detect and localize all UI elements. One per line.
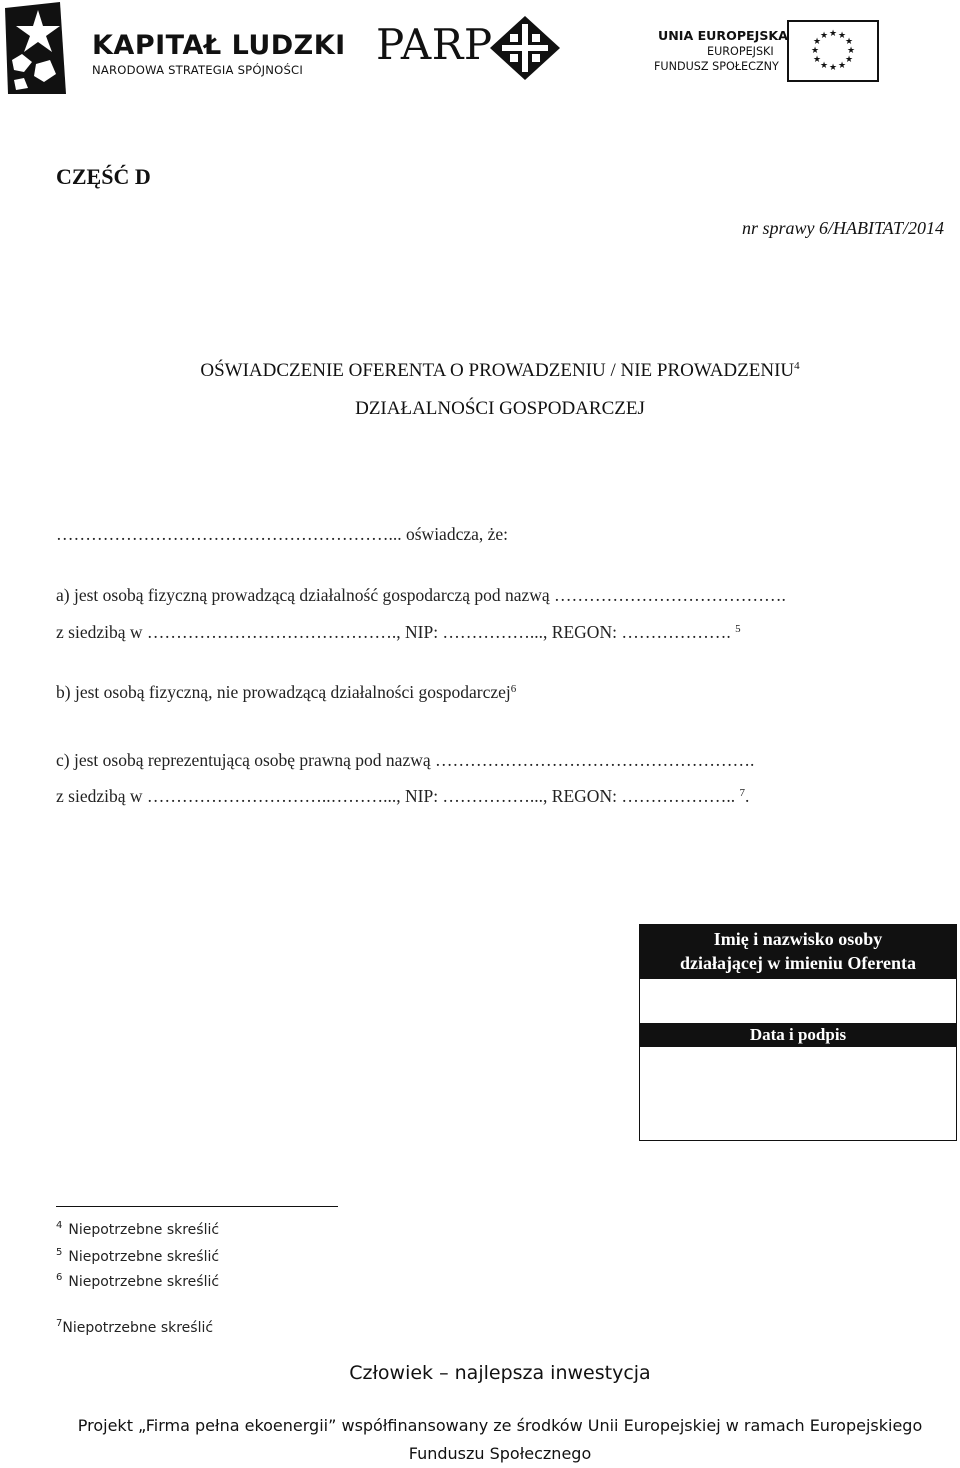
- footer-slogan: Człowiek – najlepsza inwestycja: [349, 1362, 651, 1384]
- svg-text:★: ★: [837, 31, 847, 41]
- signature-field[interactable]: [640, 1047, 956, 1139]
- footnote-mark: 6: [56, 1272, 63, 1283]
- footnote-mark: 7: [56, 1318, 63, 1329]
- option-a-line1: a) jest osobą fizyczną prowadzącą działalność gospodarczą pod nazwą ………………………………….: [56, 585, 786, 605]
- footnote-mark: 5: [56, 1247, 63, 1258]
- footnote-text: Niepotrzebne skreślić: [68, 1249, 220, 1265]
- footnote-5: [56, 1247, 219, 1265]
- footnote-text: Niepotrzebne skreślić: [68, 1222, 220, 1238]
- parp-diamond-logo: [488, 14, 562, 82]
- option-c-line1: c) jest osobą reprezentującą osobę prawną pod nazwą ……………………………………………….: [56, 750, 755, 770]
- svg-text:★: ★: [828, 63, 838, 73]
- option-b-line: [56, 682, 516, 703]
- footnote-6: [56, 1272, 219, 1290]
- svg-text:★: ★: [828, 29, 838, 39]
- project-line2: Funduszu Społecznego: [408, 1444, 592, 1463]
- svg-text:★: ★: [844, 37, 854, 47]
- svg-text:★: ★: [810, 46, 820, 56]
- eu-flag-icon: [787, 20, 879, 82]
- option-a-line2: [56, 622, 741, 643]
- svg-text:★: ★: [819, 61, 829, 71]
- svg-text:★: ★: [819, 31, 829, 41]
- declaration-title-line2: DZIAŁALNOŚCI GOSPODARCZEJ: [355, 398, 645, 419]
- project-line1: Projekt „Firma pełna ekoenergii” współfinansowany ze środków Unii Europejskiej w ramach Europejskiego: [77, 1416, 923, 1435]
- footnote-ref-4: 4: [794, 360, 800, 372]
- signature-box: [639, 924, 957, 1141]
- ue-line2: EUROPEJSKI: [707, 45, 774, 58]
- kapital-ludzki-title: KAPITAŁ LUDZKI: [92, 30, 346, 61]
- part-title: CZĘŚĆ D: [56, 164, 151, 189]
- option-b-text: b) jest osobą fizyczną, nie prowadzącą działalności gospodarczej: [56, 682, 511, 702]
- footnote-text: Niepotrzebne skreślić: [62, 1320, 214, 1336]
- case-number: nr sprawy 6/HABITAT/2014: [741, 218, 944, 238]
- declaration-title-line1: OŚWIADCZENIE OFERENTA O PROWADZENIU / NIE PROWADZENIU: [200, 360, 795, 381]
- footnote-4: [56, 1220, 219, 1238]
- footnote-text: Niepotrzebne skreślić: [68, 1274, 220, 1290]
- date-signature-header: Data i podpis: [640, 1023, 956, 1047]
- name-field[interactable]: [640, 979, 956, 1023]
- svg-text:★: ★: [812, 37, 822, 47]
- intro-line: …………………………………………………... oświadcza, że:: [56, 524, 509, 544]
- footer-project-info: [0, 1412, 960, 1468]
- footnote-7: [56, 1318, 213, 1336]
- svg-text:★: ★: [846, 46, 856, 56]
- name-label-line2: działającej w imieniu Oferenta: [679, 953, 917, 973]
- declaration-title: [0, 347, 960, 428]
- ue-line3: FUNDUSZ SPOŁECZNY: [654, 60, 779, 73]
- option-a-line2-text: z siedzibą w ……………………………………., NIP: ……………..., REGON: ……………….: [56, 622, 736, 642]
- kapital-ludzki-subtitle: NARODOWA STRATEGIA SPÓJNOŚCI: [92, 63, 303, 77]
- name-label-line1: Imię i nazwisko osoby: [713, 929, 883, 949]
- footnote-mark: 4: [56, 1220, 63, 1231]
- svg-text:★: ★: [837, 61, 847, 71]
- footnote-ref-6: 6: [510, 683, 517, 695]
- ue-line1: UNIA EUROPEJSKA: [658, 28, 788, 43]
- parp-logo-text: PARP: [376, 20, 493, 69]
- svg-text:★: ★: [812, 55, 822, 65]
- svg-text:★: ★: [844, 55, 854, 65]
- name-label-header: [640, 925, 956, 979]
- option-c-end: .: [744, 786, 750, 806]
- option-c-line2: [56, 786, 749, 807]
- footnote-ref-5: 5: [735, 623, 741, 635]
- footnote-separator: [56, 1206, 338, 1207]
- option-c-line2-text: z siedzibą w …………………………..………..., NIP: ……………..., REGON: ………………..: [56, 786, 740, 806]
- kapital-ludzki-star-logo: [2, 2, 68, 98]
- footnote-ref-7: 7: [739, 787, 745, 799]
